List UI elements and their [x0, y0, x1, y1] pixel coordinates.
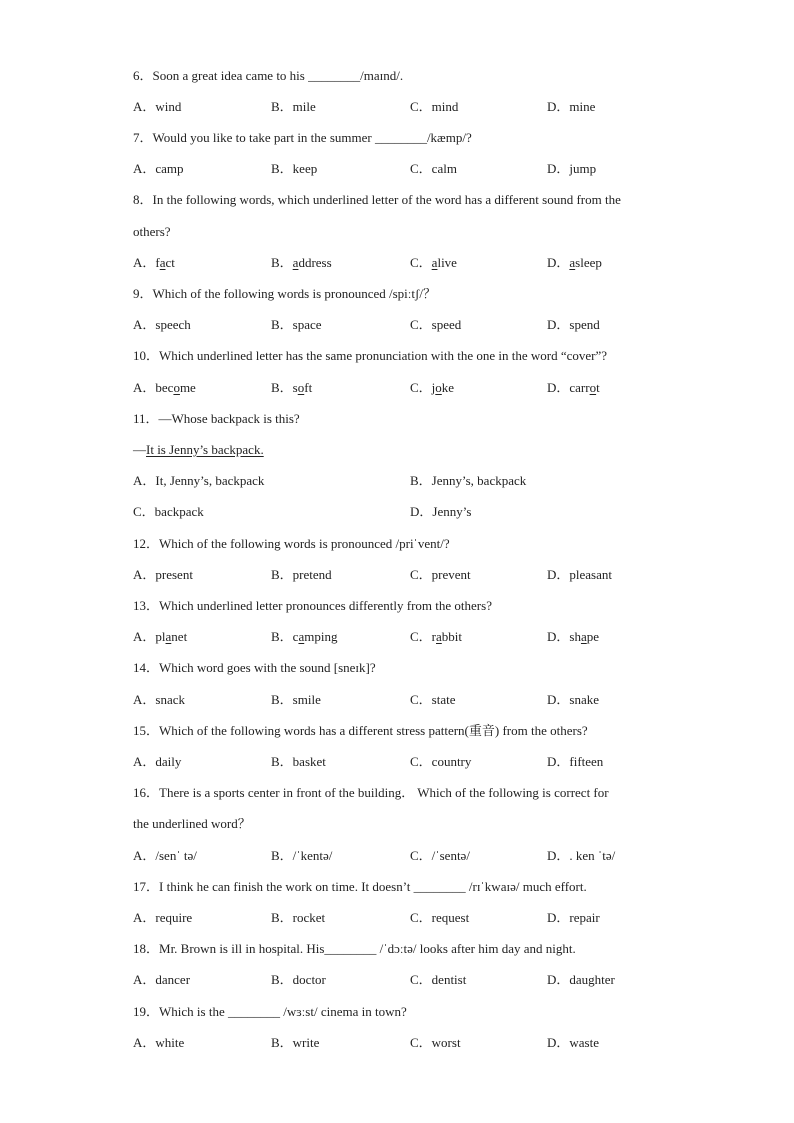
- option-b: B．doctor: [271, 972, 326, 987]
- question-stem: I think he can finish the work on time. It doesn’t ________ /rɪˈkwaɪə/ much effort.: [159, 879, 587, 894]
- question-stem: Soon a great idea came to his ________/maɪnd/.: [152, 68, 404, 83]
- option-d: D．asleep: [547, 255, 602, 270]
- underlined-letter: o: [589, 380, 597, 395]
- option-b: B．space: [271, 317, 322, 332]
- underlined-letter: a: [580, 629, 587, 644]
- option-c: C．dentist: [410, 972, 467, 987]
- question-15: [133, 723, 588, 739]
- question-stem: Mr. Brown is ill in hospital. His________ /ˈdɔːtə/ looks after him day and night.: [159, 941, 576, 956]
- option-d: D．snake: [547, 692, 599, 707]
- question-number: 13．: [133, 598, 160, 613]
- underlined-letter: o: [297, 380, 305, 395]
- question-9: [133, 286, 436, 302]
- question-stem: Would you like to take part in the summer ________/kæmp/?: [152, 130, 472, 145]
- option-c: C．worst: [410, 1035, 461, 1050]
- option-d: D．Jenny’s: [410, 504, 472, 519]
- option-d: D．. ken ˈtə/: [547, 848, 616, 863]
- question-stem: Which of the following words has a different stress pattern(重音) from the others?: [159, 723, 588, 738]
- option-b: B．soft: [271, 380, 313, 395]
- question-number: 9．: [133, 286, 153, 301]
- question-number: 6．: [133, 68, 153, 83]
- underlined-letter: a: [292, 255, 299, 270]
- question-stem: Which of the following words is pronounced /priˈvent/?: [159, 536, 450, 551]
- question-number: 17．: [133, 879, 160, 894]
- question-stem-continued: others?: [133, 224, 171, 239]
- option-d: D．fifteen: [547, 754, 604, 769]
- underlined-letter: a: [431, 255, 438, 270]
- question-17: [133, 879, 587, 895]
- question-number: 14．: [133, 660, 160, 675]
- underlined-letter: a: [569, 255, 576, 270]
- option-a: A．It, Jenny’s, backpack: [133, 473, 265, 488]
- option-b: B．/ˈkentə/: [271, 848, 333, 863]
- option-c: C．speed: [410, 317, 462, 332]
- option-b: B．address: [271, 255, 332, 270]
- question-number: 11．: [133, 411, 159, 426]
- option-d: D．waste: [547, 1035, 599, 1050]
- option-a: A．planet: [133, 629, 188, 644]
- question-10: [133, 348, 607, 364]
- option-d: D．jump: [547, 161, 597, 176]
- underlined-letter: o: [435, 380, 442, 395]
- option-d: D．daughter: [547, 972, 615, 987]
- question-stem: In the following words, which underlined letter of the word has a different sound from the: [152, 192, 621, 207]
- option-c: C．state: [410, 692, 456, 707]
- option-d: D．shape: [547, 629, 600, 644]
- question-number: 8．: [133, 192, 153, 207]
- dialogue-reply: —It is Jenny’s backpack.: [133, 442, 264, 457]
- underlined-letter: a: [159, 255, 166, 270]
- option-c: C．mind: [410, 99, 459, 114]
- question-number: 15．: [133, 723, 160, 738]
- option-c: C．country: [410, 754, 472, 769]
- option-a: A．daily: [133, 754, 182, 769]
- question-stem: Which of the following words is pronounced /spiːtʃ/？: [152, 286, 436, 301]
- option-b: B．keep: [271, 161, 318, 176]
- option-a: A．fact: [133, 255, 175, 270]
- option-c: C．backpack: [133, 504, 204, 519]
- question-11: [133, 411, 300, 427]
- option-b: B．mile: [271, 99, 316, 114]
- option-a: A．/senˈ tə/: [133, 848, 197, 863]
- question-13: [133, 598, 492, 614]
- question-stem-continued: the underlined word？: [133, 816, 251, 831]
- option-a: A．speech: [133, 317, 191, 332]
- question-stem: Which word goes with the sound [sneɪk]?: [159, 660, 376, 675]
- option-d: D．pleasant: [547, 567, 612, 582]
- option-c: C．calm: [410, 161, 457, 176]
- option-b: B．rocket: [271, 910, 326, 925]
- option-c: C．rabbit: [410, 629, 463, 644]
- question-number: 10．: [133, 348, 160, 363]
- option-c: C．joke: [410, 380, 455, 395]
- option-a: A．snack: [133, 692, 185, 707]
- question-number: 16．: [133, 785, 160, 800]
- underlined-letter: a: [165, 629, 172, 644]
- question-number: 18．: [133, 941, 160, 956]
- option-c: C．prevent: [410, 567, 471, 582]
- option-a: A．dancer: [133, 972, 191, 987]
- option-b: B．smile: [271, 692, 321, 707]
- question-number: 7．: [133, 130, 153, 145]
- question-stem: Which underlined letter has the same pronunciation with the one in the word “cover”?: [159, 348, 607, 363]
- option-c: C．alive: [410, 255, 457, 270]
- option-a: A．present: [133, 567, 193, 582]
- option-c: C．/ˈsentə/: [410, 848, 470, 863]
- option-b: B．Jenny’s, backpack: [410, 473, 527, 488]
- question-stem: Which underlined letter pronounces differently from the others?: [159, 598, 492, 613]
- option-a: A．camp: [133, 161, 184, 176]
- question-7: [133, 130, 472, 146]
- option-b: B．write: [271, 1035, 320, 1050]
- underlined-letter: a: [298, 629, 305, 644]
- option-a: A．become: [133, 380, 196, 395]
- question-14: [133, 660, 376, 676]
- question-12: [133, 536, 450, 552]
- question-number: 19．: [133, 1004, 160, 1019]
- option-d: D．mine: [547, 99, 596, 114]
- option-b: B．camping: [271, 629, 338, 644]
- question-stem: Which is the ________ /wɜːst/ cinema in town?: [159, 1004, 407, 1019]
- option-a: A．require: [133, 910, 193, 925]
- option-c: C．request: [410, 910, 470, 925]
- option-d: D．carrot: [547, 380, 600, 395]
- option-d: D．repair: [547, 910, 600, 925]
- question-stem: —Whose backpack is this?: [158, 411, 300, 426]
- question-16: [133, 785, 609, 801]
- underlined-sentence: It is Jenny’s backpack.: [146, 442, 264, 457]
- underlined-letter: a: [436, 629, 442, 644]
- option-b: B．basket: [271, 754, 326, 769]
- option-b: B．pretend: [271, 567, 332, 582]
- question-18: [133, 941, 576, 957]
- question-6: [133, 68, 403, 84]
- underlined-letter: o: [173, 380, 180, 395]
- option-a: A．wind: [133, 99, 182, 114]
- question-number: 12．: [133, 536, 160, 551]
- question-8: [133, 192, 621, 208]
- question-stem: There is a sports center in front of the building． Which of the following is correct for: [159, 785, 609, 800]
- question-19: [133, 1004, 407, 1020]
- option-a: A．white: [133, 1035, 185, 1050]
- option-d: D．spend: [547, 317, 600, 332]
